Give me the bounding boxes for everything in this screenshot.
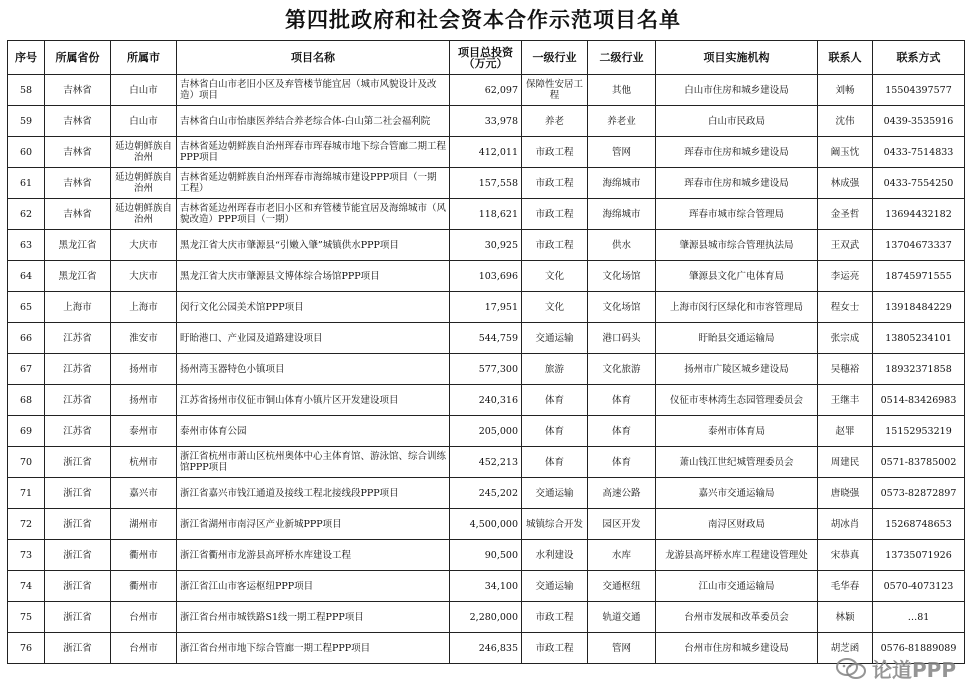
page-title: 第四批政府和社会资本合作示范项目名单	[285, 7, 681, 32]
cell-seq: 68	[8, 385, 45, 416]
cell-industry-1: 市政工程	[522, 633, 588, 664]
cell-project-name: 盱眙港口、产业园及道路建设项目	[177, 323, 450, 354]
cell-investment: 90,500	[450, 540, 522, 571]
cell-industry-1: 交通运输	[522, 571, 588, 602]
cell-industry-1: 旅游	[522, 354, 588, 385]
cell-phone: 0570-4073123	[873, 571, 965, 602]
cell-investment: 2,280,000	[450, 602, 522, 633]
cell-industry-2: 文化场馆	[588, 261, 656, 292]
header-seq: 序号	[8, 41, 45, 75]
cell-project-name: 黑龙江省大庆市肇源县文博体综合场馆PPP项目	[177, 261, 450, 292]
cell-industry-2: 文化场馆	[588, 292, 656, 323]
cell-phone: 13735071926	[873, 540, 965, 571]
watermark	[836, 654, 956, 683]
cell-seq: 62	[8, 199, 45, 230]
cell-province: 吉林省	[45, 199, 111, 230]
cell-phone: 0514-83426983	[873, 385, 965, 416]
cell-investment: 452,213	[450, 447, 522, 478]
cell-agency: 台州市住房和城乡建设局	[656, 633, 818, 664]
cell-investment: 103,696	[450, 261, 522, 292]
table-row	[8, 354, 965, 385]
cell-industry-2: 高速公路	[588, 478, 656, 509]
cell-contact: 唐晓强	[818, 478, 873, 509]
cell-phone: …81	[873, 602, 965, 633]
cell-seq: 75	[8, 602, 45, 633]
cell-agency: 上海市闵行区绿化和市容管理局	[656, 292, 818, 323]
cell-phone: 13918484229	[873, 292, 965, 323]
table-row	[8, 633, 965, 664]
cell-industry-1: 交通运输	[522, 323, 588, 354]
header-agency: 项目实施机构	[656, 41, 818, 75]
cell-seq: 73	[8, 540, 45, 571]
cell-city: 湖州市	[111, 509, 177, 540]
cell-investment: 412,011	[450, 137, 522, 168]
header-industry-1: 一级行业	[522, 41, 588, 75]
cell-phone: 13805234101	[873, 323, 965, 354]
cell-agency: 泰州市体育局	[656, 416, 818, 447]
cell-investment: 246,835	[450, 633, 522, 664]
cell-province: 浙江省	[45, 509, 111, 540]
table-row	[8, 478, 965, 509]
cell-industry-1: 市政工程	[522, 168, 588, 199]
cell-investment: 17,951	[450, 292, 522, 323]
header-city: 所属市	[111, 41, 177, 75]
header-industry-2: 二级行业	[588, 41, 656, 75]
cell-investment: 62,097	[450, 75, 522, 106]
cell-phone: 15504397577	[873, 75, 965, 106]
cell-agency: 珲春市住房和城乡建设局	[656, 168, 818, 199]
cell-province: 上海市	[45, 292, 111, 323]
cell-project-name: 浙江省杭州市萧山区杭州奥体中心主体育馆、游泳馆、综合训练馆PPP项目	[177, 447, 450, 478]
cell-contact: 宋恭真	[818, 540, 873, 571]
cell-industry-1: 文化	[522, 261, 588, 292]
cell-industry-1: 城镇综合开发	[522, 509, 588, 540]
cell-contact: 程女士	[818, 292, 873, 323]
cell-city: 衢州市	[111, 540, 177, 571]
cell-agency: 嘉兴市交通运输局	[656, 478, 818, 509]
cell-province: 浙江省	[45, 571, 111, 602]
cell-contact: 胡冰肖	[818, 509, 873, 540]
table-row	[8, 447, 965, 478]
cell-city: 杭州市	[111, 447, 177, 478]
cell-project-name: 吉林省延边朝鲜族自治州珲春市海绵城市建设PPP项目（一期工程）	[177, 168, 450, 199]
cell-contact: 金圣哲	[818, 199, 873, 230]
cell-project-name: 闵行文化公园美术馆PPP项目	[177, 292, 450, 323]
cell-seq: 76	[8, 633, 45, 664]
cell-contact: 沈伟	[818, 106, 873, 137]
cell-seq: 72	[8, 509, 45, 540]
cell-industry-2: 养老业	[588, 106, 656, 137]
cell-investment: 577,300	[450, 354, 522, 385]
cell-seq: 65	[8, 292, 45, 323]
table-row	[8, 137, 965, 168]
header-contact: 联系人	[818, 41, 873, 75]
table-row	[8, 199, 965, 230]
cell-industry-1: 交通运输	[522, 478, 588, 509]
header-phone: 联系方式	[873, 41, 965, 75]
table-row	[8, 292, 965, 323]
cell-project-name: 江苏省扬州市仪征市铜山体育小镇片区开发建设项目	[177, 385, 450, 416]
cell-industry-1: 体育	[522, 385, 588, 416]
cell-contact: 王双武	[818, 230, 873, 261]
cell-seq: 60	[8, 137, 45, 168]
cell-industry-1: 保障性安居工程	[522, 75, 588, 106]
cell-contact: 张宗成	[818, 323, 873, 354]
cell-agency: 珲春市住房和城乡建设局	[656, 137, 818, 168]
cell-contact: 阚玉忱	[818, 137, 873, 168]
cell-agency: 台州市发展和改革委员会	[656, 602, 818, 633]
cell-investment: 205,000	[450, 416, 522, 447]
cell-agency: 龙游县高坪桥水库工程建设管理处	[656, 540, 818, 571]
cell-province: 浙江省	[45, 633, 111, 664]
cell-project-name: 浙江省衢州市龙游县高坪桥水库建设工程	[177, 540, 450, 571]
cell-contact: 王继丰	[818, 385, 873, 416]
cell-province: 江苏省	[45, 323, 111, 354]
cell-industry-1: 体育	[522, 447, 588, 478]
cell-contact: 毛华春	[818, 571, 873, 602]
table-row	[8, 385, 965, 416]
cell-seq: 59	[8, 106, 45, 137]
cell-investment: 240,316	[450, 385, 522, 416]
cell-industry-2: 海绵城市	[588, 168, 656, 199]
cell-city: 延边朝鲜族自治州	[111, 137, 177, 168]
cell-contact: 赵罪	[818, 416, 873, 447]
cell-agency: 白山市民政局	[656, 106, 818, 137]
cell-contact: 周建民	[818, 447, 873, 478]
cell-contact: 刘畅	[818, 75, 873, 106]
cell-province: 吉林省	[45, 137, 111, 168]
cell-phone: 0439-3535916	[873, 106, 965, 137]
cell-contact: 林成强	[818, 168, 873, 199]
table-row	[8, 75, 965, 106]
cell-province: 吉林省	[45, 168, 111, 199]
cell-agency: 萧山钱江世纪城管理委员会	[656, 447, 818, 478]
cell-seq: 61	[8, 168, 45, 199]
cell-industry-2: 供水	[588, 230, 656, 261]
cell-agency: 白山市住房和城乡建设局	[656, 75, 818, 106]
cell-industry-1: 市政工程	[522, 137, 588, 168]
table-row	[8, 571, 965, 602]
cell-agency: 江山市交通运输局	[656, 571, 818, 602]
cell-industry-2: 交通枢纽	[588, 571, 656, 602]
table-row	[8, 168, 965, 199]
watermark-text: 论道PPP	[872, 658, 956, 682]
cell-project-name: 浙江省台州市地下综合管廊一期工程PPP项目	[177, 633, 450, 664]
cell-phone: 18932371858	[873, 354, 965, 385]
cell-contact: 林颖	[818, 602, 873, 633]
cell-seq: 67	[8, 354, 45, 385]
cell-city: 大庆市	[111, 230, 177, 261]
cell-industry-2: 水库	[588, 540, 656, 571]
header-total-investment: 项目总投资 （万元）	[450, 41, 522, 75]
cell-agency: 肇源县城市综合管理执法局	[656, 230, 818, 261]
cell-phone: 0433-7514833	[873, 137, 965, 168]
cell-project-name: 吉林省延边州珲春市老旧小区和弃管楼节能宜居及海绵城市（风貌改造）PPP项目（一期）	[177, 199, 450, 230]
cell-investment: 34,100	[450, 571, 522, 602]
cell-project-name: 浙江省台州市城铁路S1线一期工程PPP项目	[177, 602, 450, 633]
cell-city: 大庆市	[111, 261, 177, 292]
cell-seq: 66	[8, 323, 45, 354]
cell-province: 浙江省	[45, 602, 111, 633]
header-project-name: 项目名称	[177, 41, 450, 75]
cell-industry-1: 体育	[522, 416, 588, 447]
cell-contact: 胡芝函	[818, 633, 873, 664]
cell-industry-1: 文化	[522, 292, 588, 323]
table-header-row	[8, 41, 965, 75]
cell-industry-2: 体育	[588, 385, 656, 416]
cell-phone: 15268748653	[873, 509, 965, 540]
table-row	[8, 261, 965, 292]
cell-city: 延边朝鲜族自治州	[111, 168, 177, 199]
cell-industry-1: 市政工程	[522, 199, 588, 230]
cell-industry-2: 园区开发	[588, 509, 656, 540]
cell-province: 吉林省	[45, 106, 111, 137]
cell-industry-2: 轨道交通	[588, 602, 656, 633]
cell-project-name: 扬州湾玉器特色小镇项目	[177, 354, 450, 385]
cell-phone: 13704673337	[873, 230, 965, 261]
table-body	[8, 75, 965, 664]
cell-industry-2: 港口码头	[588, 323, 656, 354]
cell-project-name: 黑龙江省大庆市肇源县“引嫩入肇”城镇供水PPP项目	[177, 230, 450, 261]
cell-phone: 0573-82872897	[873, 478, 965, 509]
cell-city: 淮安市	[111, 323, 177, 354]
cell-industry-2: 海绵城市	[588, 199, 656, 230]
cell-province: 黑龙江省	[45, 230, 111, 261]
cell-phone: 18745971555	[873, 261, 965, 292]
cell-phone: 0576-81889089	[873, 633, 965, 664]
cell-province: 浙江省	[45, 540, 111, 571]
cell-province: 江苏省	[45, 416, 111, 447]
cell-province: 浙江省	[45, 478, 111, 509]
cell-seq: 63	[8, 230, 45, 261]
cell-city: 白山市	[111, 106, 177, 137]
table-row	[8, 323, 965, 354]
cell-agency: 仪征市枣林湾生态园管理委员会	[656, 385, 818, 416]
cell-city: 扬州市	[111, 385, 177, 416]
header-province: 所属省份	[45, 41, 111, 75]
cell-investment: 30,925	[450, 230, 522, 261]
table-row	[8, 540, 965, 571]
cell-seq: 69	[8, 416, 45, 447]
cell-investment: 4,500,000	[450, 509, 522, 540]
table-row	[8, 416, 965, 447]
cell-project-name: 吉林省延边朝鲜族自治州珲春市珲春城市地下综合管廊二期工程PPP项目	[177, 137, 450, 168]
table-row	[8, 230, 965, 261]
cell-project-name: 浙江省嘉兴市钱江通道及接线工程北接线段PPP项目	[177, 478, 450, 509]
cell-agency: 扬州市广陵区城乡建设局	[656, 354, 818, 385]
cell-agency: 珲春市城市综合管理局	[656, 199, 818, 230]
cell-project-name: 吉林省白山市怡康医养结合养老综合体-白山第二社会福利院	[177, 106, 450, 137]
cell-province: 浙江省	[45, 447, 111, 478]
wechat-icon	[836, 658, 866, 680]
cell-seq: 64	[8, 261, 45, 292]
cell-city: 上海市	[111, 292, 177, 323]
cell-city: 嘉兴市	[111, 478, 177, 509]
cell-investment: 157,558	[450, 168, 522, 199]
cell-contact: 李运亮	[818, 261, 873, 292]
cell-investment: 245,202	[450, 478, 522, 509]
cell-phone: 15152953219	[873, 416, 965, 447]
cell-industry-1: 养老	[522, 106, 588, 137]
cell-industry-1: 市政工程	[522, 602, 588, 633]
cell-province: 吉林省	[45, 75, 111, 106]
cell-agency: 盱眙县交通运输局	[656, 323, 818, 354]
cell-phone: 0571-83785002	[873, 447, 965, 478]
cell-industry-2: 管网	[588, 137, 656, 168]
table-row	[8, 106, 965, 137]
cell-phone: 13694432182	[873, 199, 965, 230]
cell-industry-2: 体育	[588, 416, 656, 447]
cell-investment: 118,621	[450, 199, 522, 230]
cell-city: 扬州市	[111, 354, 177, 385]
cell-city: 台州市	[111, 633, 177, 664]
cell-project-name: 泰州市体育公园	[177, 416, 450, 447]
cell-city: 泰州市	[111, 416, 177, 447]
cell-industry-2: 体育	[588, 447, 656, 478]
cell-industry-2: 其他	[588, 75, 656, 106]
cell-seq: 71	[8, 478, 45, 509]
cell-project-name: 浙江省湖州市南浔区产业新城PPP项目	[177, 509, 450, 540]
cell-province: 江苏省	[45, 385, 111, 416]
cell-city: 台州市	[111, 602, 177, 633]
table-row	[8, 509, 965, 540]
cell-industry-1: 市政工程	[522, 230, 588, 261]
cell-project-name: 浙江省江山市客运枢纽PPP项目	[177, 571, 450, 602]
cell-seq: 70	[8, 447, 45, 478]
cell-province: 黑龙江省	[45, 261, 111, 292]
project-table	[7, 40, 965, 664]
cell-agency: 肇源县文化广电体育局	[656, 261, 818, 292]
cell-province: 江苏省	[45, 354, 111, 385]
cell-phone: 0433-7554250	[873, 168, 965, 199]
cell-industry-2: 管网	[588, 633, 656, 664]
cell-investment: 33,978	[450, 106, 522, 137]
table-row	[8, 602, 965, 633]
cell-industry-1: 水利建设	[522, 540, 588, 571]
cell-city: 白山市	[111, 75, 177, 106]
cell-project-name: 吉林省白山市老旧小区及弃管楼节能宜居（城市风貌设计及改造）项目	[177, 75, 450, 106]
cell-seq: 74	[8, 571, 45, 602]
cell-investment: 544,759	[450, 323, 522, 354]
cell-contact: 吴穗裕	[818, 354, 873, 385]
cell-city: 衢州市	[111, 571, 177, 602]
cell-industry-2: 文化旅游	[588, 354, 656, 385]
cell-city: 延边朝鲜族自治州	[111, 199, 177, 230]
cell-seq: 58	[8, 75, 45, 106]
cell-agency: 南浔区财政局	[656, 509, 818, 540]
